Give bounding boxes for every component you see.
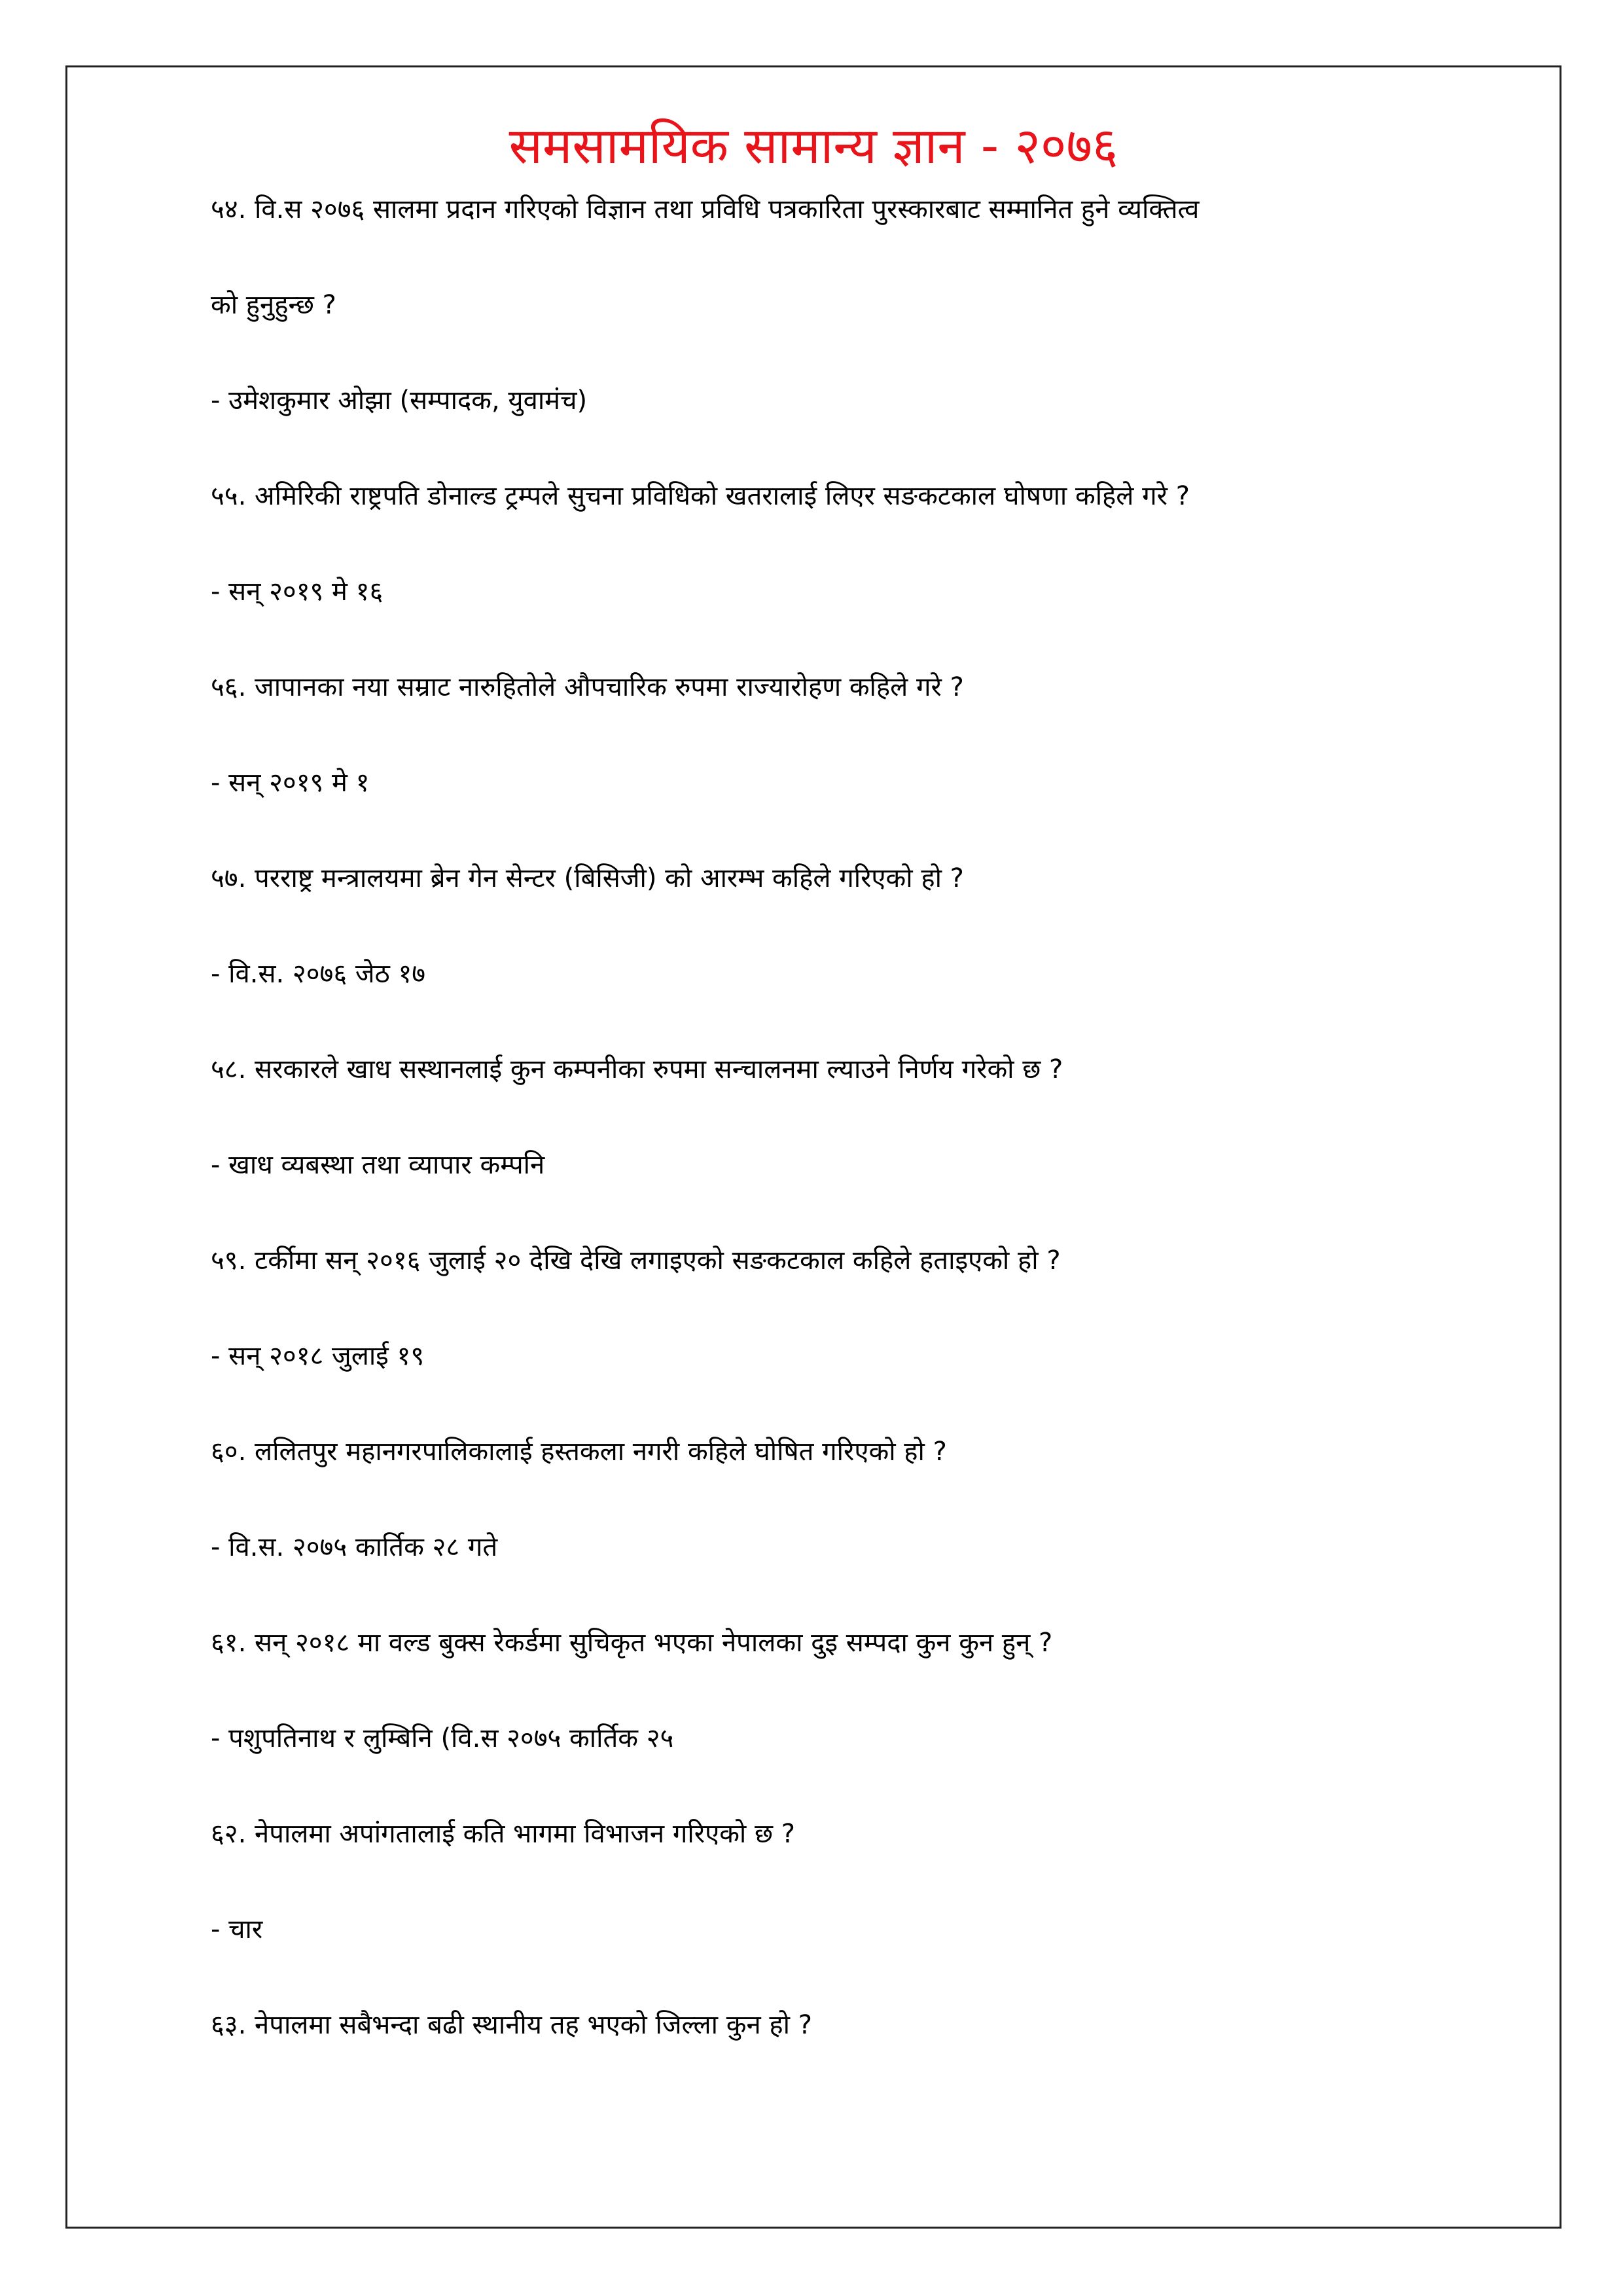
question-54-line-2: को हुनुहुन्छ ? [211,290,336,320]
answer-60: - वि.स. २०७५ कार्तिक २८ गते [211,1532,498,1562]
answer-55: - सन् २०१९ मे १६ [211,577,383,607]
question-57: ५७. परराष्ट्र मन्त्रालयमा ब्रेन गेन सेन्टर (बिसिजी) को आरम्भ कहिले गरिएको हो ? [211,863,964,893]
question-63: ६३. नेपालमा सबैभन्दा बढी स्थानीय तह भएको जिल्ला कुन हो ? [211,2010,812,2040]
answer-61: - पशुपतिनाथ र लुम्बिनि (वि.स २०७५ कार्तिक २५ [211,1723,674,1753]
question-59: ५९. टर्कीमा सन् २०१६ जुलाई २० देखि देखि लगाइएको सङकटकाल कहिले हताइएको हो ? [211,1246,1061,1276]
answer-56: - सन् २०१९ मे १ [211,768,370,798]
document-title: समसामयिक सामान्य ज्ञान - २०७६ [508,117,1118,175]
answer-54: - उमेशकुमार ओझा (सम्पादक, युवामंच) [211,386,588,416]
answer-62: - चार [211,1914,263,1945]
answer-59: - सन् २०१८ जुलाई १९ [211,1341,425,1371]
question-56: ५६. जापानका नया सम्राट नारुहितोले औपचारिक रुपमा राज्यारोहण कहिले गरे ? [211,672,964,702]
document-body [211,190,1493,2101]
question-61: ६१. सन् २०१८ मा वल्ड बुक्स रेकर्डमा सुचिकृत भएका नेपालका दुइ सम्पदा कुन कुन हुन् ? [211,1628,1053,1658]
question-54-line-1: ५४. वि.स २०७६ सालमा प्रदान गरिएको विज्ञान तथा प्रविधि पत्रकारिता पुरस्कारबाट सम्मानित हुने व्यक्तित्व [211,194,1200,224]
question-60: ६०. ललितपुर महानगरपालिकालाई हस्तकला नगरी कहिले घोषित गरिएको हो ? [211,1437,947,1467]
question-58: ५८. सरकारले खाध सस्थानलाई कुन कम्पनीका रुपमा सन्चालनमा ल्याउने निर्णय गरेको छ ? [211,1054,1063,1085]
answer-57: - वि.स. २०७६ जेठ १७ [211,959,426,989]
answer-58: - खाध व्यबस्था तथा व्यापार कम्पनि [211,1150,545,1180]
question-62: ६२. नेपालमा अपांगतालाई कति भागमा विभाजन गरिएको छ ? [211,1819,795,1849]
question-55: ५५. अमिरिकी राष्ट्रपति डोनाल्ड ट्रम्पले सुचना प्रविधिको खतरालाई लिएर सङकटकाल घोषणा कहिले गरे ? [211,481,1190,511]
